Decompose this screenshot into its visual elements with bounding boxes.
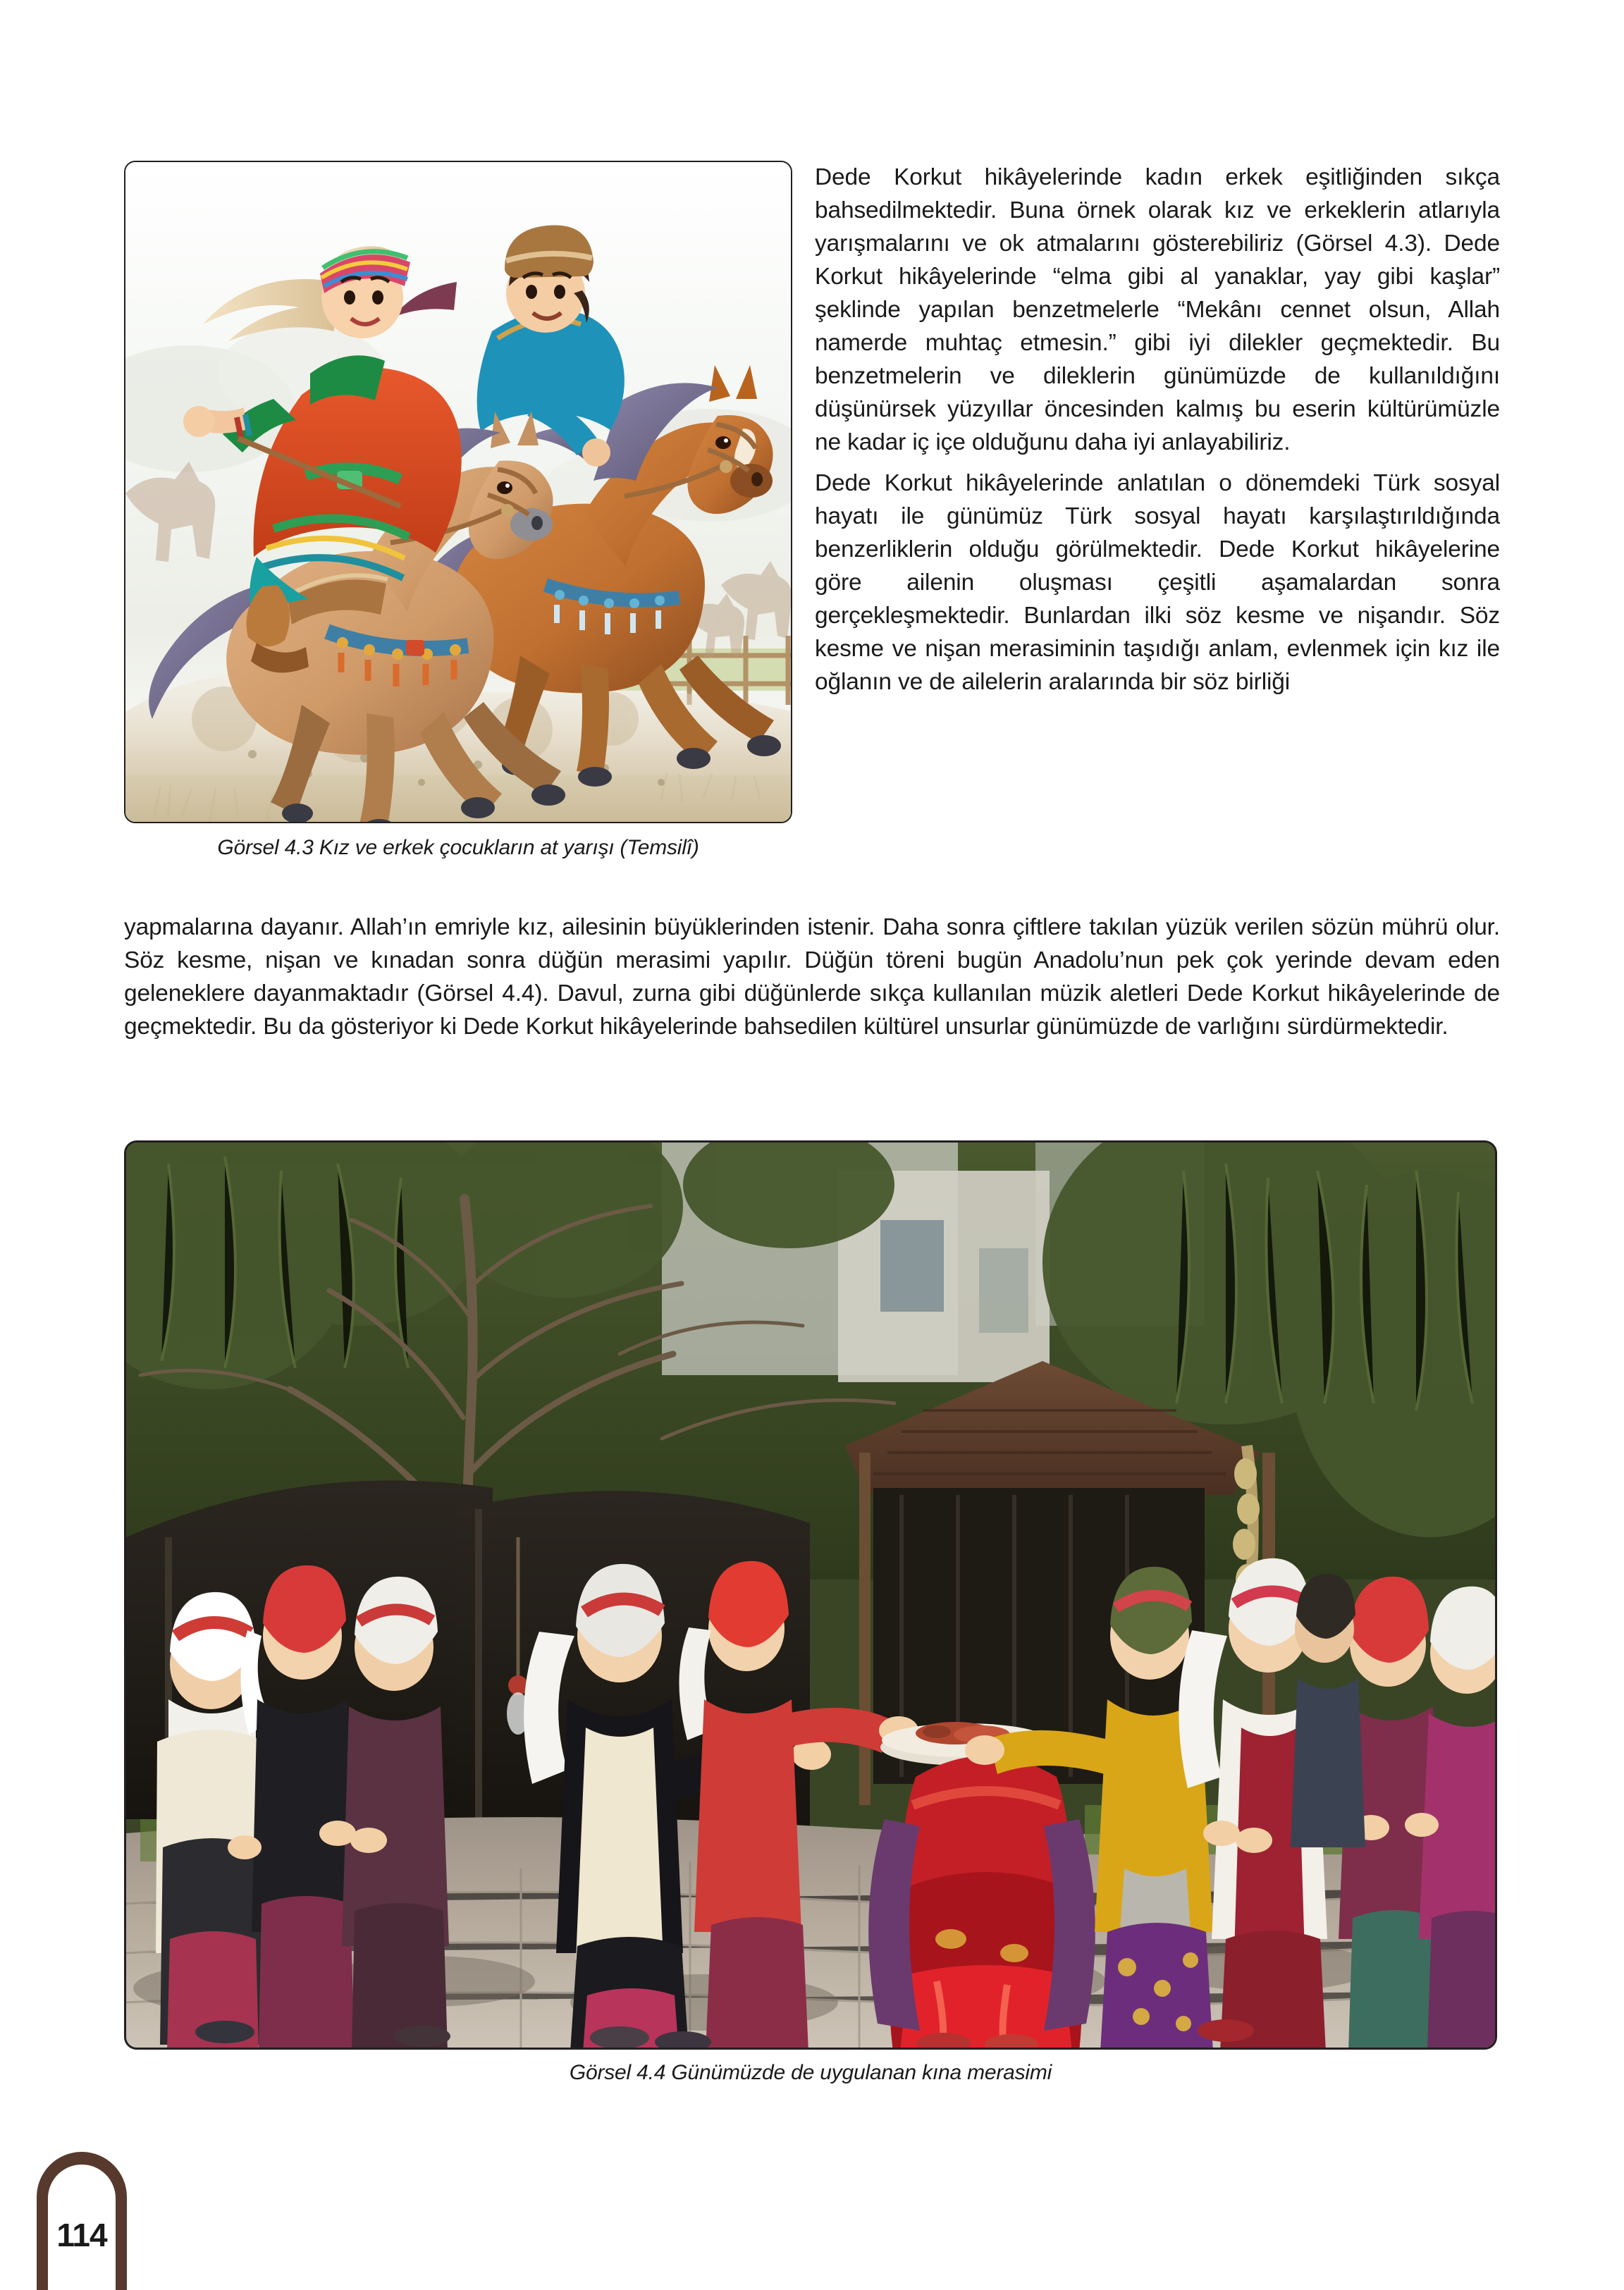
figure-4-3-image (124, 161, 792, 823)
paragraph-1: Dede Korkut hikâyelerinde kadın erkek eşitliğinden sıkça bahsedilmektedir. Buna örnek olarak kız ve erkeklerin atlarıyla yarışmalarını ve ok atmalarını gösterebiliriz (Görsel 4.3). Dede Korkut hikâyelerinde “elma gibi al yanaklar, yay gibi kaşlar” şeklinde yapılan benzetmelerle “Mekânı cennet olsun, Allah namerde muhtaç etmesin.” gibi iyi dilekler geçmektedir. Bu benzetmelerin ve dileklerin günümüzde de kullanıldığını düşünürsek yüzyıllar öncesinden kalmış bu eserin kültürümüzle ne kadar iç içe olduğunu daha iyi anlayabiliriz. (815, 164, 1500, 455)
page-number-tab (37, 2152, 127, 2290)
figure-4-4-image (124, 1140, 1497, 2050)
intro-text-column (815, 161, 1500, 706)
figure-4-4 (124, 1140, 1497, 2085)
page-number-inner (48, 2165, 116, 2290)
horse-race-illustration (125, 162, 792, 823)
figure-4-3 (124, 161, 792, 860)
crowd-left (156, 1565, 449, 2050)
man-background (1291, 1574, 1365, 1847)
top-content-zone (124, 161, 1500, 860)
paragraph-3: yapmalarına dayanır. Allah’ın emriyle kız, ailesinin büyüklerinden istenir. Daha sonra çiftlere takılan yüzük verilen sözün mührü olur. Söz kesme, nişan ve kınadan sonra düğün merasimi yapılır. Düğün töreni bugün Anadolu’nun pek çok yerinde devam eden geleneklere dayanmaktadır (Görsel 4.4). Davul, zurna gibi düğünlerde sıkça kullanılan müzik aletleri Dede Korkut hikâyelerinde de geçmektedir. Bu da gösteriyor ki Dede Korkut hikâyelerinde bahsedilen kültürel unsurlar günümüzde de varlığını sürdürmektedir. (124, 914, 1500, 1040)
paragraph-2: Dede Korkut hikâyelerinde anlatılan o dönemdeki Türk sosyal hayatı ile günümüz Türk sosyal hayatı karşılaştırıldığında benzerliklerin olduğu görülmektedir. Dede Korkut hikâyelerine göre ailenin oluşması çeşitli aşamalardan sonra gerçekleşmektedir. Bunlardan ilki söz kesme ve nişandır. Söz kesme ve nişan merasiminin taşıdığı anlam, evlenmek için kız ile oğlanın ve de ailelerin aralarında bir söz birliği (815, 470, 1500, 695)
henna-ceremony-photo (126, 1143, 1497, 2050)
page-number: 114 (56, 2217, 107, 2253)
figure-4-4-caption: Görsel 4.4 Günümüzde de uygulanan kına merasimi (569, 2061, 1052, 2084)
body-paragraph-full (124, 911, 1500, 1043)
figure-4-3-caption: Görsel 4.3 Kız ve erkek çocukların at yarışı (Temsilî) (217, 836, 699, 859)
